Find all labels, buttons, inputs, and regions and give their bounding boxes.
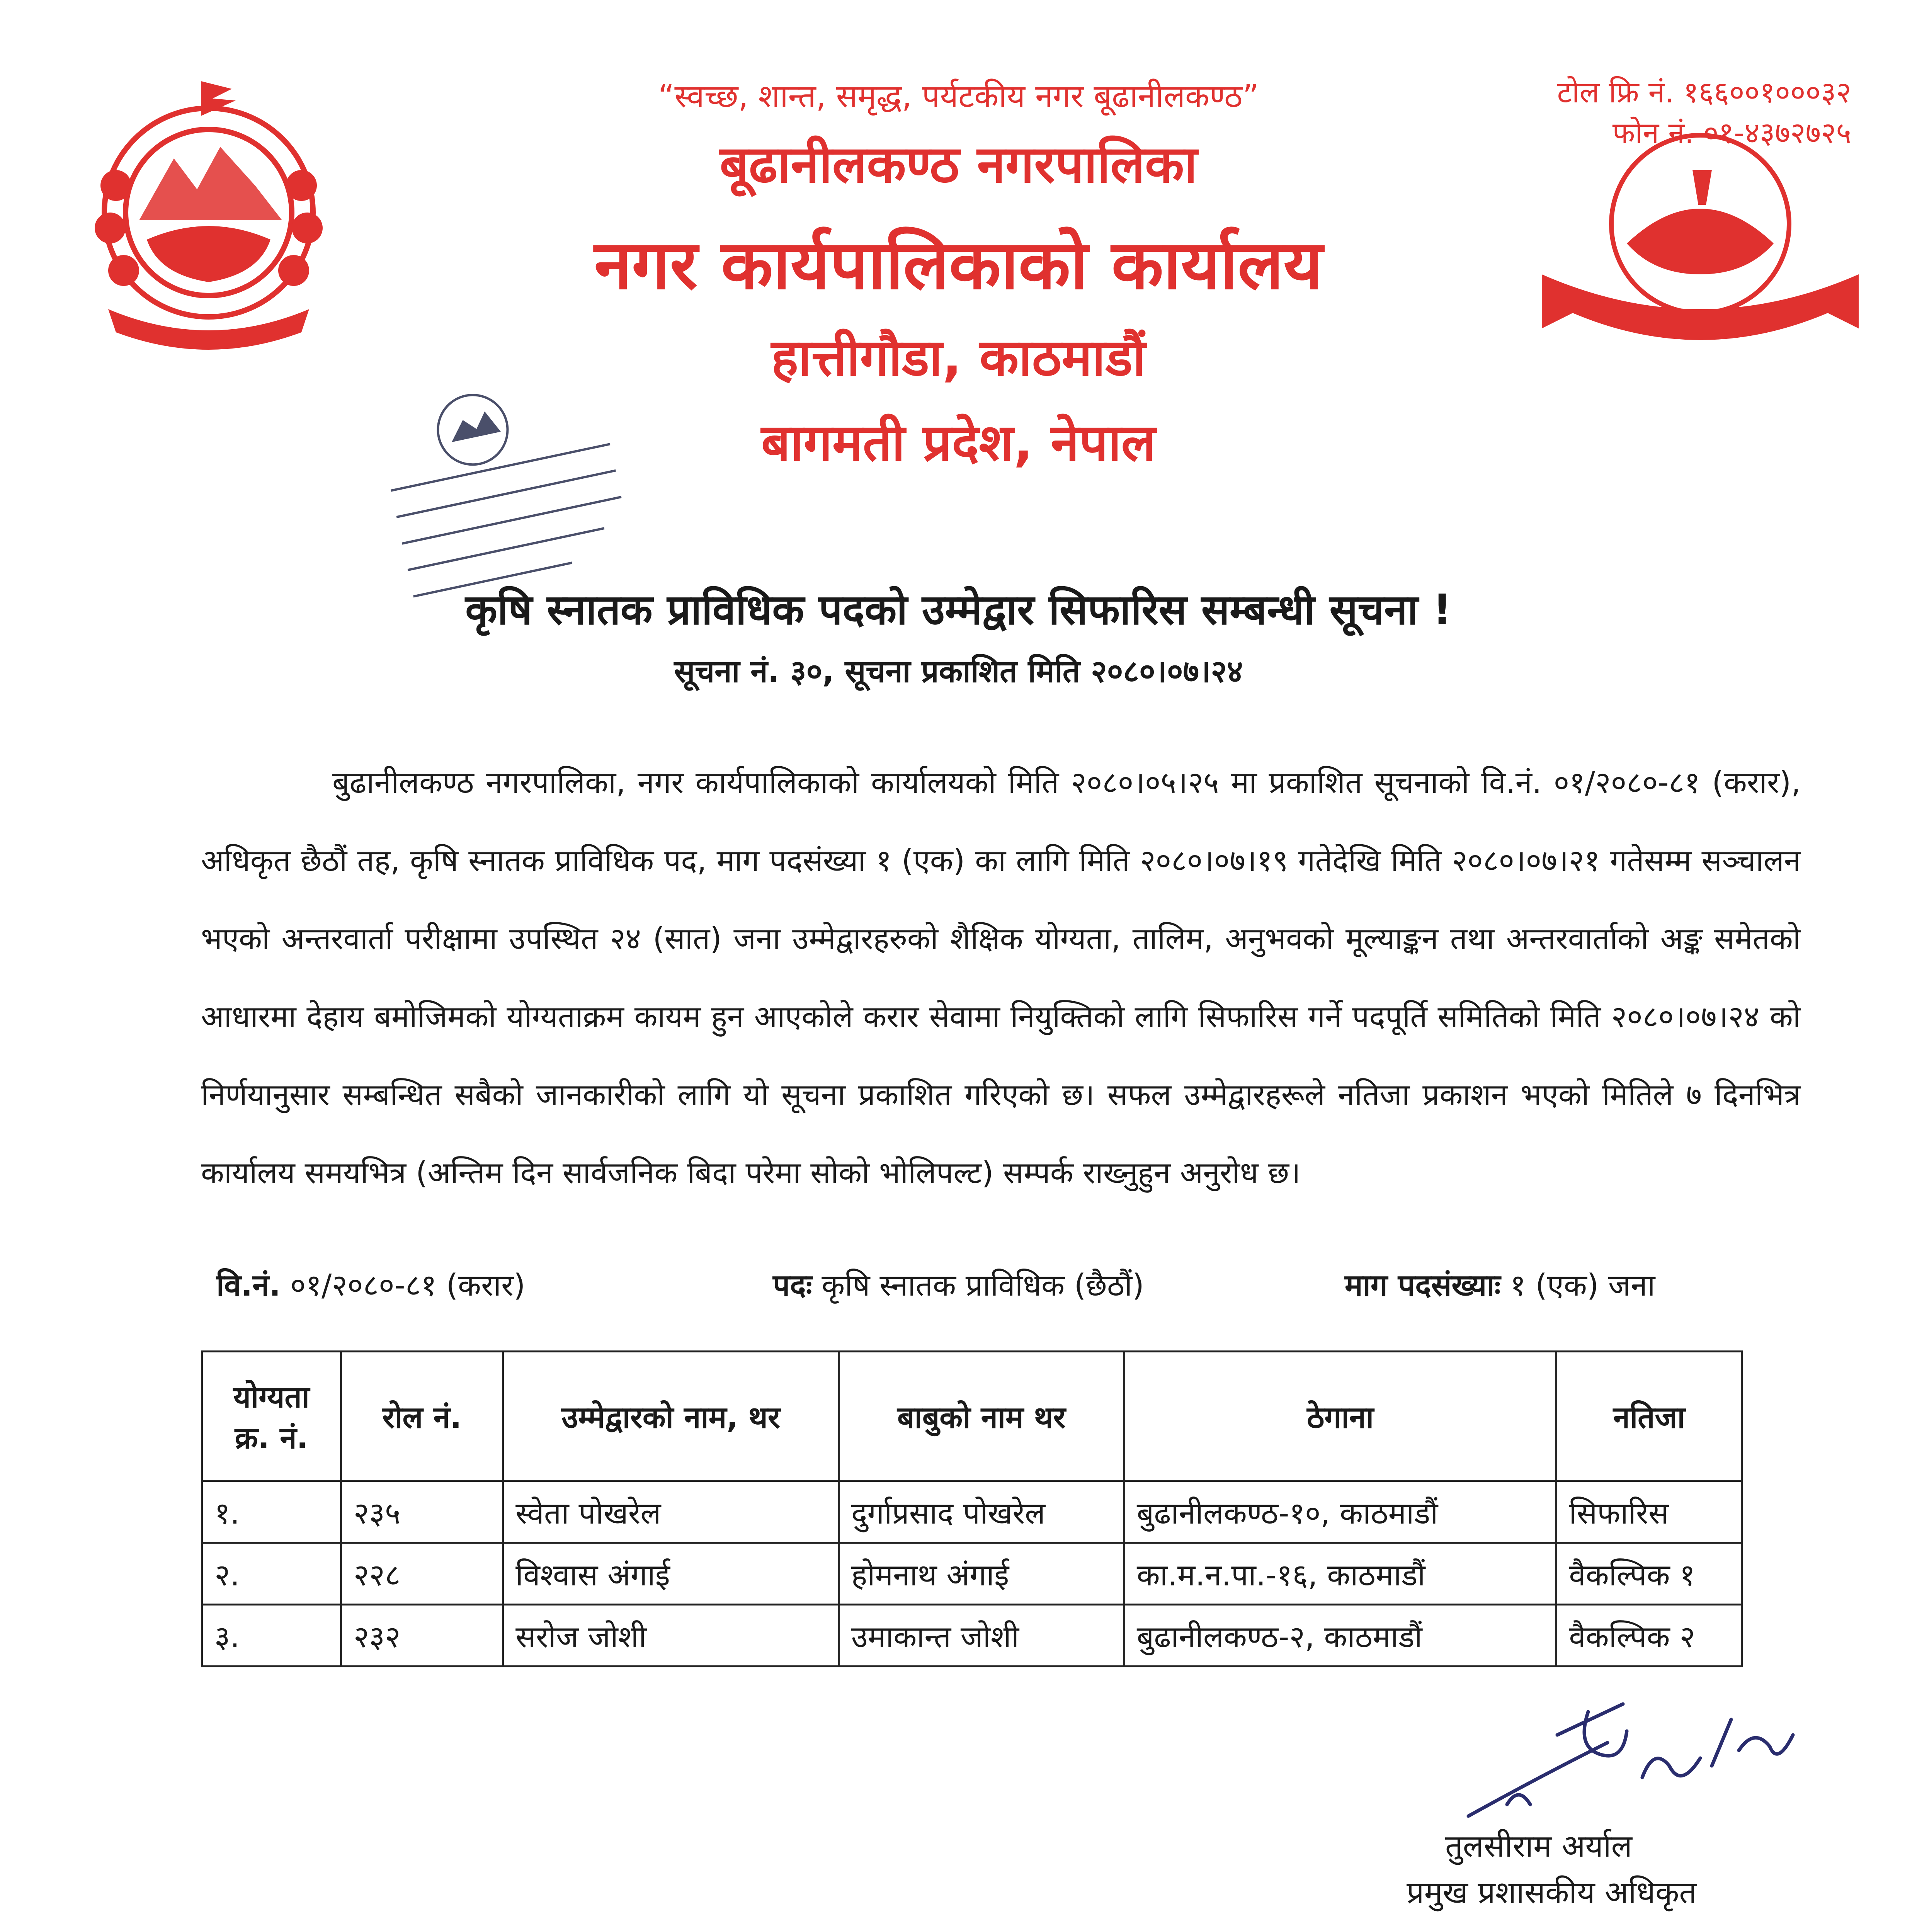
table-row bbox=[202, 1543, 1742, 1605]
notice-subtitle: सूचना नं. ३०, सूचना प्रकाशित मिति २०८०।०७।२४ bbox=[674, 653, 1243, 689]
cell-candidate: विश्वास अंगाई bbox=[503, 1543, 839, 1605]
cell-address: बुढानीलकण्ठ-१०, काठमाडौं bbox=[1124, 1481, 1556, 1543]
office-name: नगर कार्यपालिकाको कार्यालय bbox=[594, 226, 1323, 304]
cell-candidate: सरोज जोशी bbox=[503, 1605, 839, 1667]
reference-label: वि.नं. bbox=[216, 1268, 281, 1303]
post-label: पदः bbox=[773, 1268, 812, 1303]
cell-father: दुर्गाप्रसाद पोखरेल bbox=[839, 1481, 1124, 1543]
demand-count bbox=[1345, 1264, 1655, 1304]
cell-rank: १. bbox=[202, 1481, 341, 1543]
notice-title: कृषि स्नातक प्राविधिक पदको उम्मेद्वार सिफारिस सम्बन्धी सूचना ! bbox=[465, 586, 1452, 634]
cell-father: होमनाथ अंगाई bbox=[839, 1543, 1124, 1605]
header-rank: योग्यता क्र. नं. bbox=[202, 1352, 341, 1481]
office-stamp-icon bbox=[363, 379, 641, 611]
toll-free-number: टोल फ्रि नं. १६६००१०००३२ bbox=[1557, 75, 1851, 109]
post-name bbox=[773, 1264, 1144, 1304]
phone-number: फोन नं. ०१-४३७२७२५ bbox=[1612, 116, 1851, 150]
cell-address: का.म.न.पा.-१६, काठमाडौं bbox=[1124, 1543, 1556, 1605]
handwritten-signature-icon bbox=[1461, 1689, 1808, 1835]
cell-rank: २. bbox=[202, 1543, 341, 1605]
header-result: नतिजा bbox=[1556, 1352, 1742, 1481]
signer-title: प्रमुख प्रशासकीय अधिकृत bbox=[1407, 1874, 1697, 1910]
demand-label: माग पदसंख्याः bbox=[1345, 1268, 1501, 1303]
national-emblem-icon bbox=[73, 58, 344, 352]
cell-result: वैकल्पिक १ bbox=[1556, 1543, 1742, 1605]
demand-value: १ (एक) जना bbox=[1510, 1268, 1655, 1303]
cell-roll: २३२ bbox=[341, 1605, 503, 1667]
municipality-logo-icon bbox=[1530, 128, 1870, 367]
results-table bbox=[201, 1350, 1743, 1667]
cell-roll: २३५ bbox=[341, 1481, 503, 1543]
post-value: कृषि स्नातक प्राविधिक (छैठौं) bbox=[822, 1268, 1144, 1303]
signer-name: तुलसीराम अर्याल bbox=[1445, 1828, 1632, 1864]
slogan: “स्वच्छ, शान्त, समृद्ध, पर्यटकीय नगर बूढानीलकण्ठ” bbox=[658, 78, 1259, 115]
reference-value: ०१/२०८०-८१ (करार) bbox=[290, 1268, 526, 1303]
header-address: ठेगाना bbox=[1124, 1352, 1556, 1481]
cell-result: सिफारिस bbox=[1556, 1481, 1742, 1543]
table-row bbox=[202, 1605, 1742, 1667]
cell-candidate: स्वेता पोखरेल bbox=[503, 1481, 839, 1543]
address-line-1: हात्तीगौडा, काठमाडौं bbox=[771, 328, 1146, 388]
header-father: बाबुको नाम थर bbox=[839, 1352, 1124, 1481]
cell-result: वैकल्पिक २ bbox=[1556, 1605, 1742, 1667]
cell-roll: २२८ bbox=[341, 1543, 503, 1605]
reference-number bbox=[216, 1264, 525, 1304]
address-line-2: बागमती प्रदेश, नेपाल bbox=[761, 413, 1156, 473]
header-roll: रोल नं. bbox=[341, 1352, 503, 1481]
header-candidate: उम्मेद्वारको नाम, थर bbox=[503, 1352, 839, 1481]
cell-father: उमाकान्त जोशी bbox=[839, 1605, 1124, 1667]
cell-address: बुढानीलकण्ठ-२, काठमाडौं bbox=[1124, 1605, 1556, 1667]
cell-rank: ३. bbox=[202, 1605, 341, 1667]
table-row bbox=[202, 1481, 1742, 1543]
table-header-row bbox=[202, 1352, 1742, 1481]
municipality-name: बूढानीलकण्ठ नगरपालिका bbox=[720, 135, 1197, 194]
notice-body: बुढानीलकण्ठ नगरपालिका, नगर कार्यपालिकाको कार्यालयको मिति २०८०।०५।२५ मा प्रकाशित सूचनाको वि.नं. ०१/२०८०-८१ (करार), अधिकृत छैठौं तह, कृषि स्नातक प्राविधिक पद, माग पदसंख्या १ (एक) का लागि मिति २०८०।०७।१९ गतेदेखि मिति २०८०।०७।२१ गतेसम्म सञ्चालन भएको अन्तरवार्ता परीक्षामा उपस्थित २४ (सात) जना उम्मेद्वारहरुको शैक्षिक योग्यता, तालिम, अनुभवको मूल्याङ्कन तथा अन्तरवार्ताको अङ्क समेतको आधारमा देहाय बमोजिमको योग्यताक्रम कायम हुन आएकोले करार सेवामा नियुक्तिको लागि सिफारिस गर्ने पदपूर्ति समितिको मिति २०८०।०७।२४ को निर्णयानुसार सम्बन्धित सबैको जानकारीको लागि यो सूचना प्रकाशित गरिएको छ। सफल उम्मेद्वारहरूले नतिजा प्रकाशन भएको मितिले ७ दिनभित्र कार्यालय समयभित्र (अन्तिम दिन सार्वजनिक बिदा परेमा सोको भोलिपल्ट) सम्पर्क राख्नुहुन अनुरोध छ। bbox=[201, 765, 1801, 1190]
